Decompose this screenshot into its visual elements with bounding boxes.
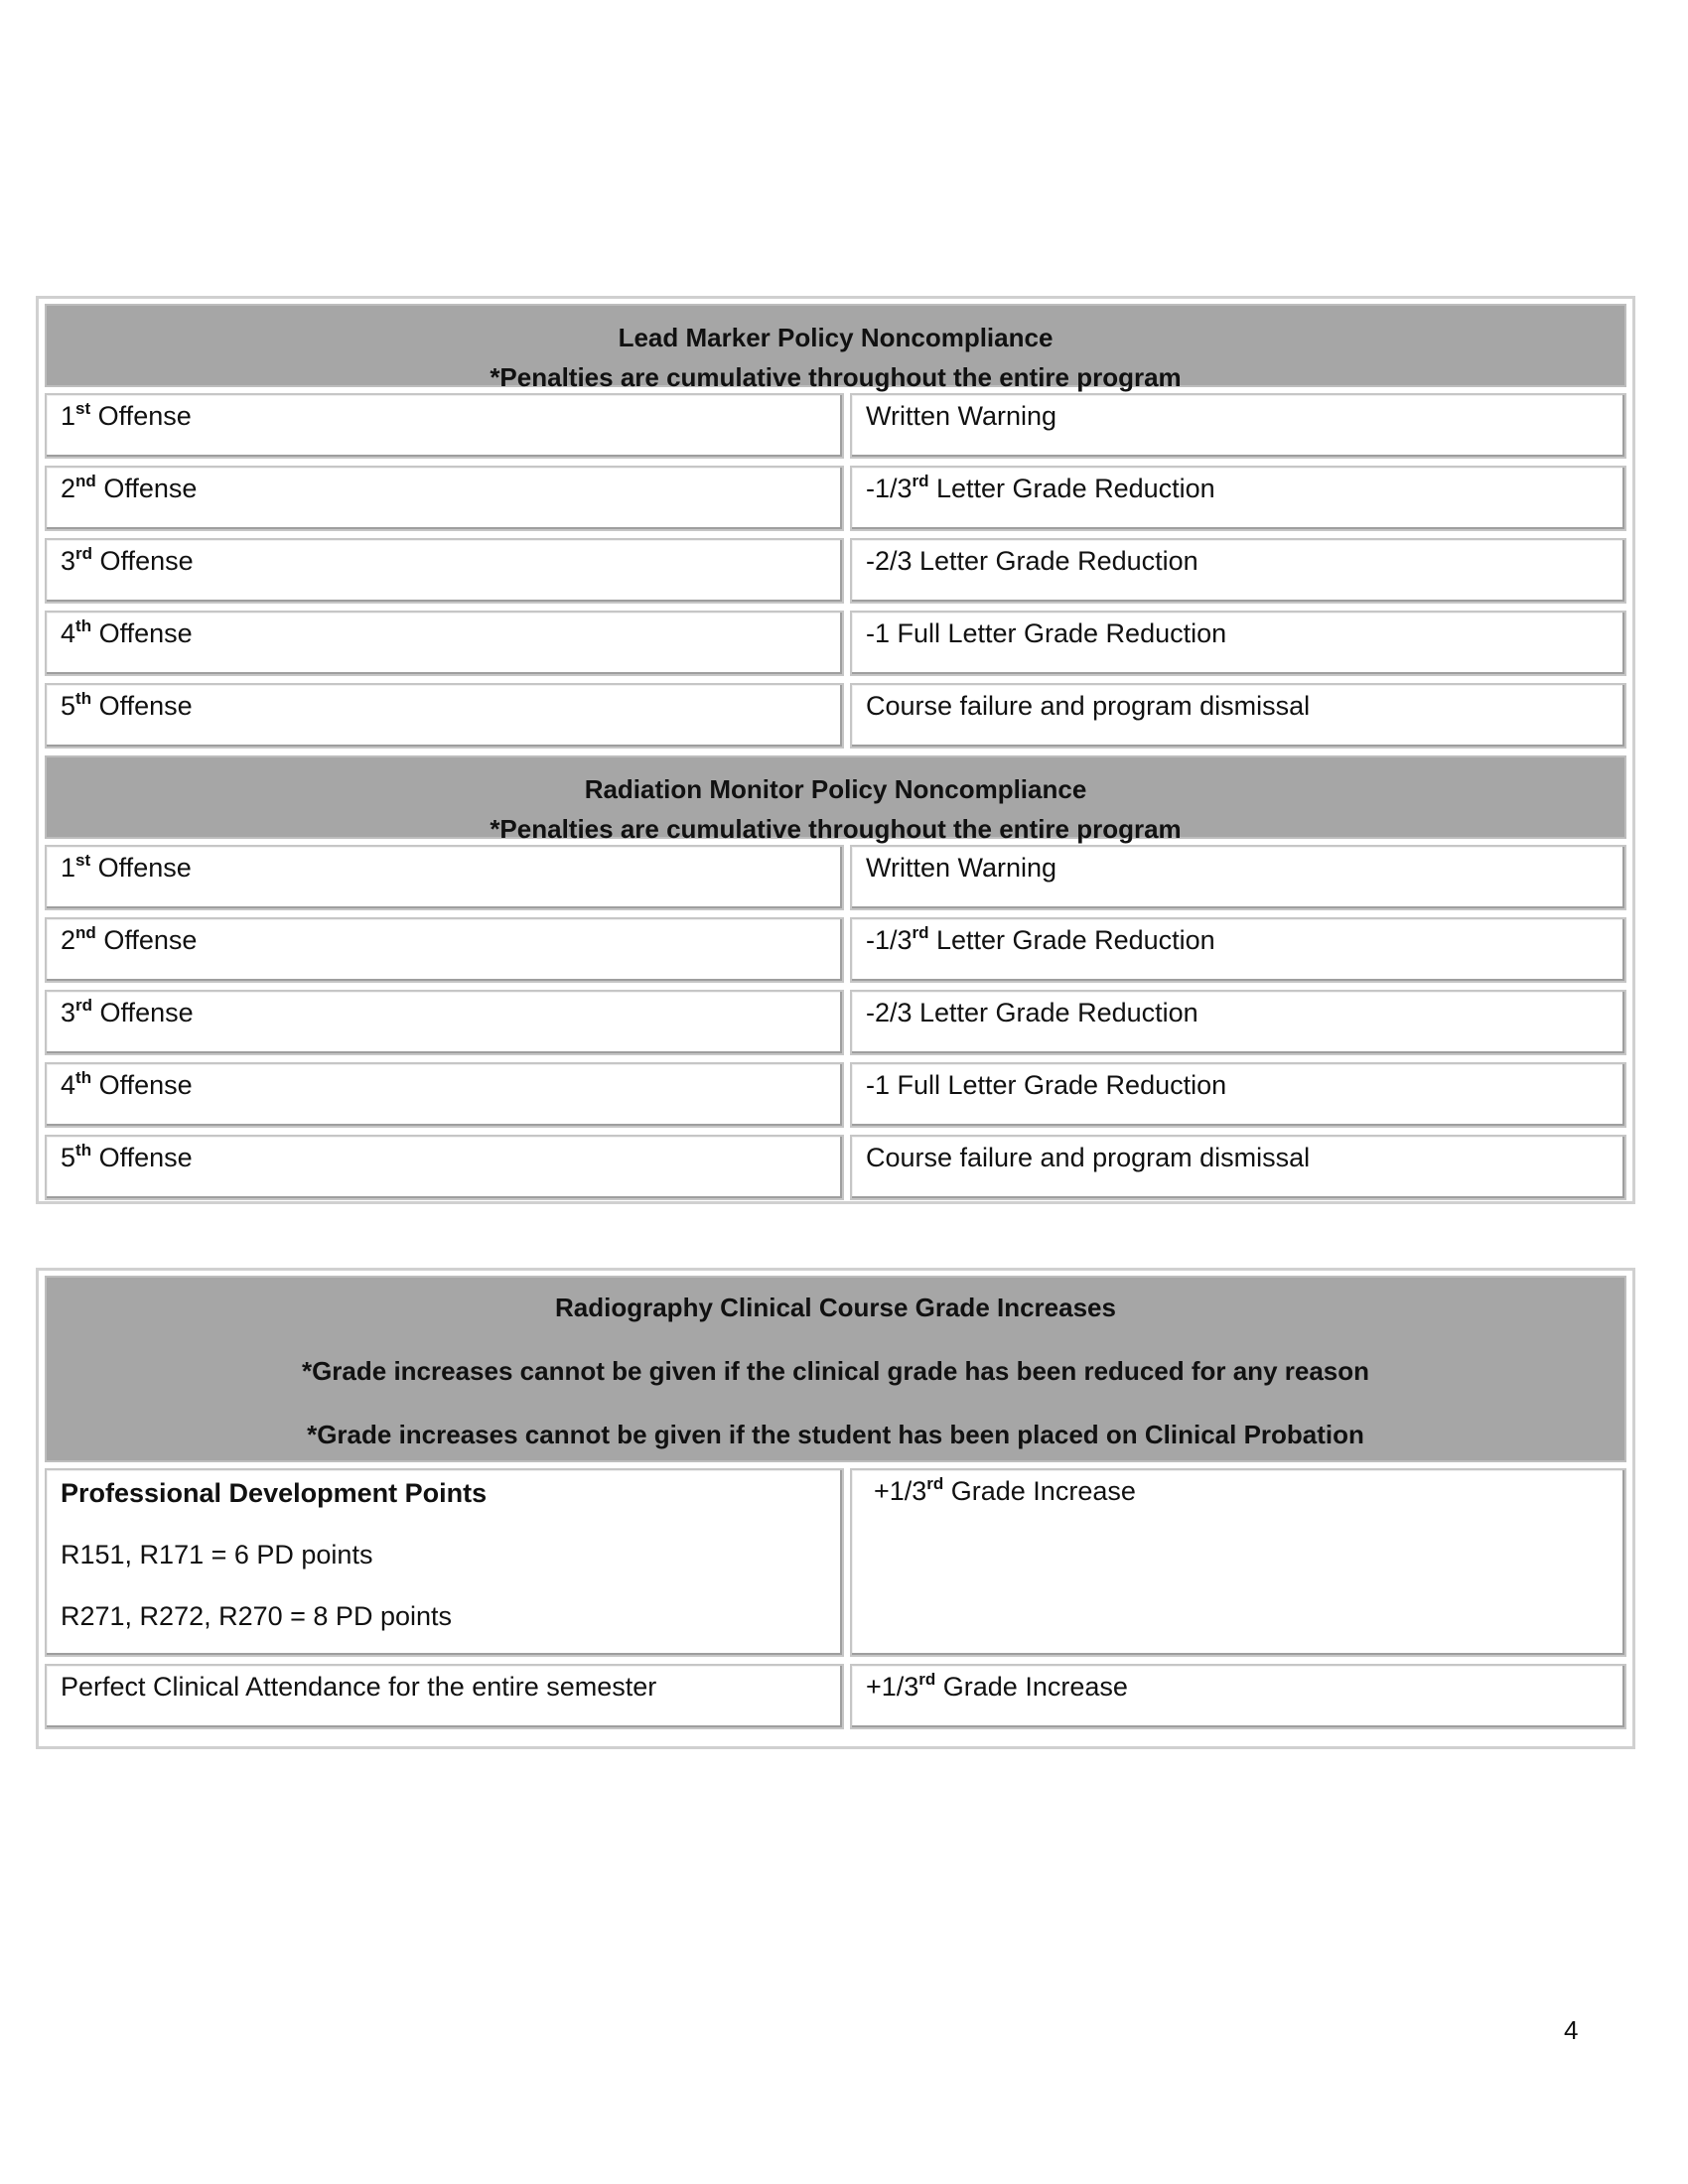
grade-increases-table [36,1268,1635,1749]
grade-increases-title: Radiography Clinical Course Grade Increases [555,1293,1116,1322]
offense-cell: 4th Offense [45,1062,844,1128]
offense-cell: 1st Offense [45,393,844,459]
page-number: 4 [1564,2015,1579,2045]
radiation-monitor-header [45,755,1626,844]
pd-increase-cell: +1/3rd Grade Increase [850,1468,1626,1657]
lead-marker-note: *Penalties are cumulative throughout the entire program [490,362,1182,392]
penalty-cell: -1 Full Letter Grade Reduction [850,1062,1626,1128]
attendance-increase-cell: +1/3rd Grade Increase [850,1664,1626,1729]
radiation-monitor-title: Radiation Monitor Policy Noncompliance [584,774,1087,804]
table-row [45,393,1626,459]
grade-increases-note-2: *Grade increases cannot be given if the student has been placed on Clinical Probation [307,1420,1364,1449]
lead-marker-header [45,304,1626,392]
table-row [45,611,1626,676]
pd-points-heading: Professional Development Points [61,1478,488,1508]
table-row [45,683,1626,749]
grade-increases-note-1: *Grade increases cannot be given if the clinical grade has been reduced for any reason [301,1356,1370,1386]
offense-cell: 3rd Offense [45,990,844,1055]
policy-penalties-table [36,296,1635,1204]
offense-cell: 2nd Offense [45,917,844,983]
offense-cell: 2nd Offense [45,466,844,531]
table-row [45,917,1626,983]
pd-points-line-2: R271, R272, R270 = 8 PD points [61,1601,452,1631]
penalty-cell: -1/3rd Letter Grade Reduction [850,466,1626,531]
penalty-cell: Written Warning [850,845,1626,910]
penalty-cell: -2/3 Letter Grade Reduction [850,538,1626,604]
offense-cell: 3rd Offense [45,538,844,604]
table-row [45,1468,1626,1657]
table-row [45,1664,1626,1729]
grade-increases-header [45,1276,1626,1462]
table-row [45,1135,1626,1200]
lead-marker-title: Lead Marker Policy Noncompliance [618,323,1054,352]
penalty-cell: Course failure and program dismissal [850,1135,1626,1200]
pd-points-line-1: R151, R171 = 6 PD points [61,1540,373,1570]
table-row [45,538,1626,604]
penalty-cell: -1 Full Letter Grade Reduction [850,611,1626,676]
pd-points-cell [45,1468,844,1657]
table-row [45,990,1626,1055]
table-row [45,1062,1626,1128]
offense-cell: 5th Offense [45,1135,844,1200]
table-row [45,466,1626,531]
attendance-cell: Perfect Clinical Attendance for the entire semester [45,1664,844,1729]
offense-cell: 4th Offense [45,611,844,676]
offense-cell: 1st Offense [45,845,844,910]
table-row [45,845,1626,910]
penalty-cell: Course failure and program dismissal [850,683,1626,749]
radiation-monitor-note: *Penalties are cumulative throughout the entire program [490,814,1182,844]
penalty-cell: -2/3 Letter Grade Reduction [850,990,1626,1055]
penalty-cell: -1/3rd Letter Grade Reduction [850,917,1626,983]
penalty-cell: Written Warning [850,393,1626,459]
offense-cell: 5th Offense [45,683,844,749]
